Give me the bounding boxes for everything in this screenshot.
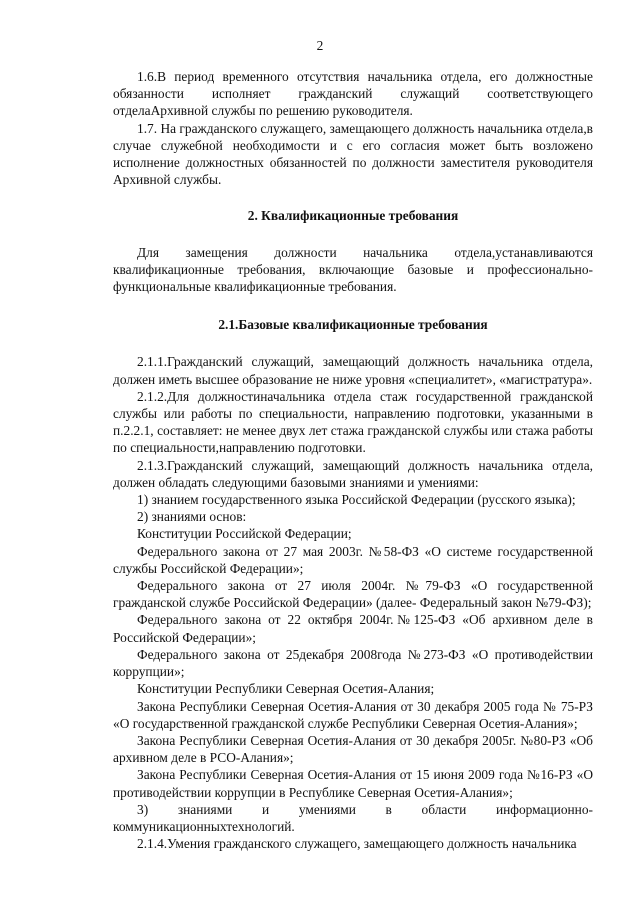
list-item: 1) знанием государственного языка Российской Федерации (русского языка); [137,492,576,508]
list-item: 2.1.2.Для должностиначальника отдела стаж государственной гражданской службы или работы по специальности, направлению подготовки, указанными в п.2.2.1, составляет: не менее двух лет стажа гражданской службы или стажа работы по специальности,направлению подготовки. [113,388,593,456]
list-item: Закона Республики Северная Осетия-Алания от 30 декабря 2005 года № 75-РЗ «О государственной гражданской службе Республики Северная Осетия-Алания»; [113,698,593,731]
list-item: Закона Республики Северная Осетия-Алания от 30 декабря 2005г. №80-РЗ «Об архивном деле в РСО-Алания»; [113,732,593,766]
document-body [113,68,593,852]
list-item: Федерального закона от 27 мая 2003г. №58-ФЗ «О системе государственной службы Российской Федерации»; [113,543,593,576]
list-item: Федерального закона от 22 октября 2004г.№125-ФЗ «Об архивном деле в Российской Федерации»; [113,612,593,645]
page-number: 2 [316,38,324,53]
list-item: 2.1.3.Гражданский служащий, замещающий должность начальника отдела, должен обладать следующими базовыми знаниями и умениями: [113,457,593,490]
list-item: 3) знаниями и умениями в области информационно-коммуникационныхтехнологий. [113,801,593,834]
section-heading: 2. Квалификационные требования [247,208,459,224]
list-item: Закона Республики Северная Осетия-Алания от 15 июня 2009 года №16-РЗ «О противодействии коррупции в Республике Северная Осетия-Алания»; [113,767,593,800]
subsection-heading: 2.1.Базовые квалификационные требования [218,317,488,333]
list-item: Конституции Республики Северная Осетия-Алания; [137,681,435,697]
list-item: 2.1.1.Гражданский служащий, замещающий должность начальника отдела, должен иметь высшее образование не ниже уровня «специалитет», «магистратура». [113,354,593,387]
list-item: Федерального закона от 27 июля 2004г. №79-ФЗ «О государственной гражданской службе Российской Федерации» (далее- Федеральный закон №79-ФЗ); [113,578,593,611]
paragraph: Для замещения должности начальника отдела,устанавливаются квалификационные требования, включающие базовые и профессионально-функциональные квалификационные требования. [113,244,593,295]
list-item: Конституции Российской Федерации; [137,526,352,542]
list-item: 2.1.4.Умения гражданского служащего, замещающего должность начальника [137,836,577,852]
list-item: Федерального закона от 25декабря 2008года №273-ФЗ «О противодействии коррупции»; [113,646,593,680]
paragraph: 1.7. На гражданского служащего, замещающего должность начальника отдела,в случае служебной необходимости и с его согласия может быть возложено исполнение должностных обязанностей по должности заместителя руководителя Архивной службы. [113,120,593,188]
paragraph: 1.6.В период временного отсутствия начальника отдела, его должностные обязанности исполняет гражданский служащий соответствующего отделаАрхивной службы по решению руководителя. [113,69,593,119]
list-item: 2) знаниями основ: [137,509,247,525]
